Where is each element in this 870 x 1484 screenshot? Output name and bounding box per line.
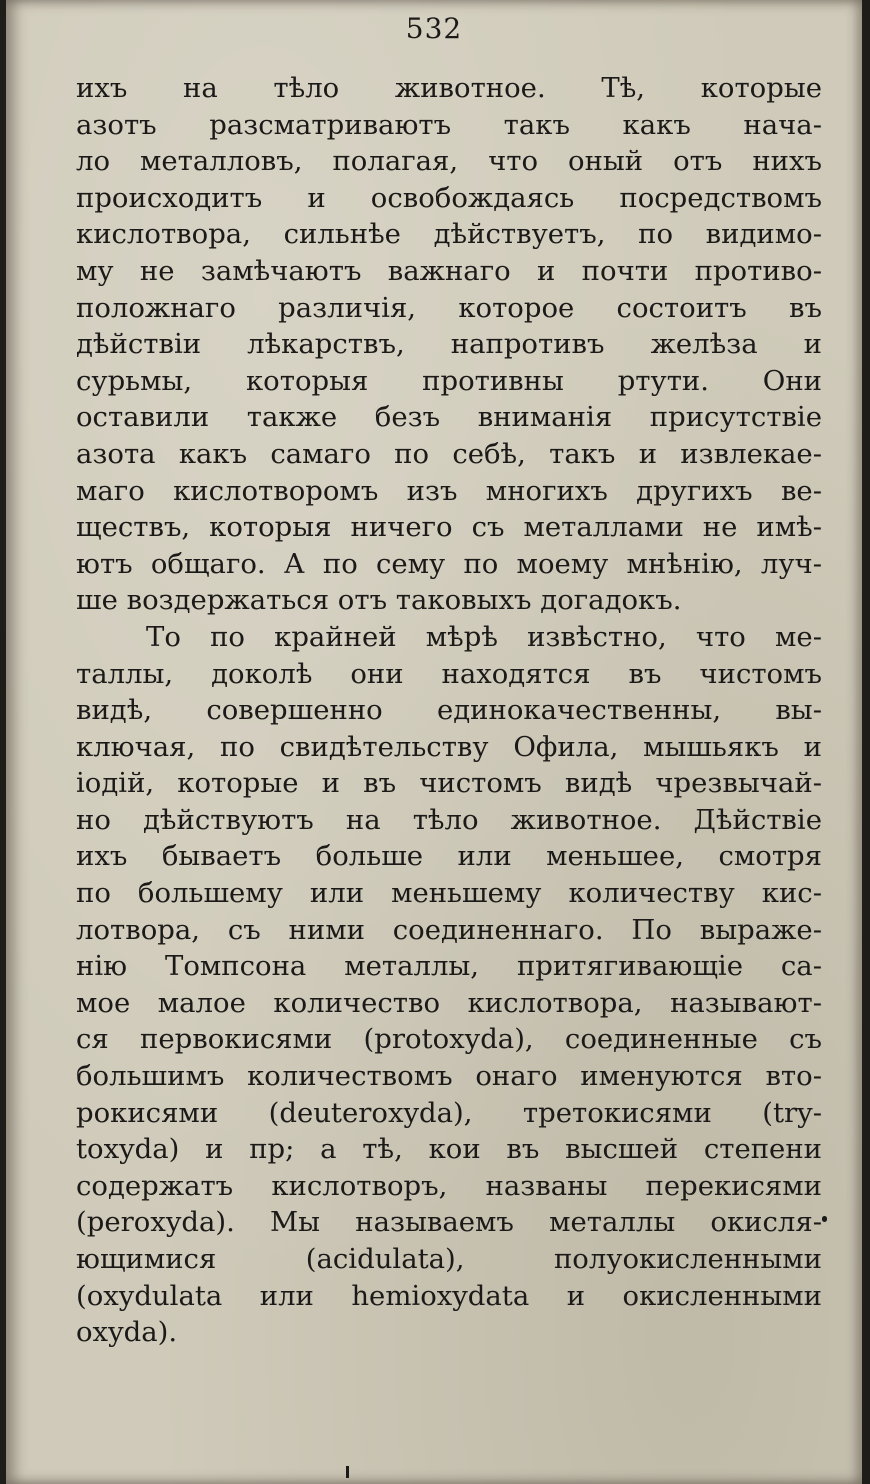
text-line: ше воздержаться отъ таковыхъ догадокъ. xyxy=(76,584,682,617)
text-line: нію Томпсона металлы, притягивающіе са- xyxy=(76,950,822,983)
text-line: таллы, доколѣ они находятся въ чистомъ xyxy=(76,657,822,690)
text-line: мое малое количество кислотвора, называют- xyxy=(76,986,822,1019)
text-line: оставили также безъ вниманія присутствіе xyxy=(76,401,822,434)
text-line: происходитъ и освобождаясь посредствомъ xyxy=(76,181,822,214)
text-line: маго кислотворомъ изъ многихъ другихъ ве- xyxy=(76,474,822,507)
paragraph-first-line: То по крайней мѣрѣ извѣстно, что ме- xyxy=(146,620,822,653)
text-line: дѣйствіи лѣкарствъ, напротивъ желѣза и xyxy=(76,328,822,361)
text-line: ютъ общаго. А по сему по моему мнѣнію, луч- xyxy=(76,547,822,580)
book-page xyxy=(6,0,862,1484)
text-line: ключая, по свидѣтельству Офила, мышьякъ и xyxy=(76,730,822,763)
text-line: му не замѣчаютъ важнаго и почти противо- xyxy=(76,254,822,287)
text-line: сурьмы, которыя противны ртути. Они xyxy=(76,364,822,397)
text-line: рокисями (deuteroxyda), третокисями (try- xyxy=(76,1096,822,1129)
text-line: положнаго различія, которое состоитъ въ xyxy=(76,291,822,324)
text-line: іодій, которые и въ чистомъ видѣ чрезвычай- xyxy=(76,767,822,800)
text-line: ихъ бываетъ больше или меньшее, смотря xyxy=(76,840,822,873)
page-number: 532 xyxy=(405,12,463,45)
text-line: ло металловъ, полагая, что оный отъ нихъ xyxy=(76,145,822,178)
text-line: ихъ на тѣло животное. Тѣ, которые xyxy=(76,72,822,104)
text-line: азотъ разсматриваютъ такъ какъ нача- xyxy=(76,108,822,141)
text-line: содержатъ кислотворъ, названы перекисями xyxy=(76,1169,822,1202)
text-line: по большему или меньшему количеству кис- xyxy=(76,877,822,910)
text-line: oxyda). xyxy=(76,1316,178,1349)
text-line: лотвора, съ ними соединеннаго. По выраже- xyxy=(76,913,822,946)
text-line: (oxydulata или hemioxydata и окисленными xyxy=(76,1279,822,1312)
page-text xyxy=(76,70,822,1351)
ink-speck xyxy=(822,1216,827,1222)
text-line: ся первокисями (protoxyda), соединенные съ xyxy=(76,1023,822,1056)
text-line: большимъ количествомъ онаго именуются вто- xyxy=(76,1060,822,1093)
text-line: кислотвора, сильнѣе дѣйствуетъ, по видимо- xyxy=(76,218,822,251)
text-line: ющимися (acidulata), полуокисленными xyxy=(76,1243,822,1275)
text-line: но дѣйствуютъ на тѣло животное. Дѣйствіе xyxy=(76,803,822,836)
text-line: видѣ, совершенно единокачественны, вы- xyxy=(76,694,822,727)
text-line: ществъ, которыя ничего съ металлами не имѣ- xyxy=(76,511,822,544)
text-line: toxyda) и пр; а тѣ, кои въ высшей степени xyxy=(76,1133,822,1166)
ink-speck xyxy=(346,1466,349,1478)
text-line: азота какъ самаго по себѣ, такъ и извлекае- xyxy=(76,437,822,470)
text-line: (peroxyda). Мы называемъ металлы окисля- xyxy=(76,1206,822,1239)
